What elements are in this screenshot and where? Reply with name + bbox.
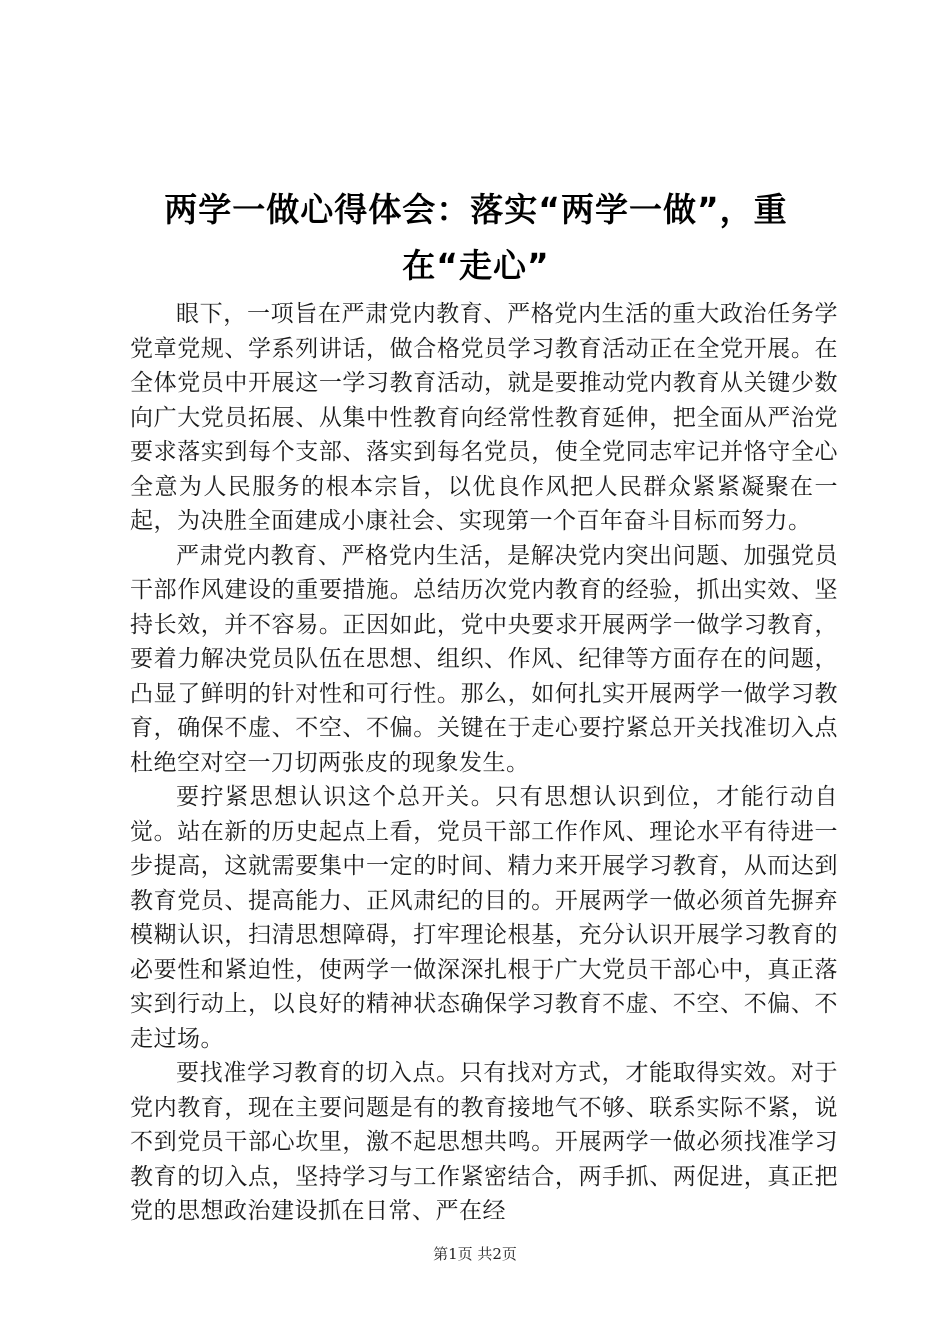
paragraph-1: 眼下，一项旨在严肃党内教育、严格党内生活的重大政治任务学党章党规、学系列讲话，做合格党员学习教育活动正在全党开展。在全体党员中开展这一学习教育活动，就是要推动党内教育从关键少数向广大党员拓展、从集中性教育向经常性教育延伸，把全面从严治党要求落实到每个支部、落实到每名党员，使全党同志牢记并恪守全心全意为人民服务的根本宗旨，以优良作风把人民群众紧紧凝聚在一起，为决胜全面建成小康社会、实现第一个百年奋斗目标而努力。: [130, 301, 838, 534]
paragraph-4: 要找准学习教育的切入点。只有找对方式，才能取得实效。对于党内教育，现在主要问题是有的教育接地气不够、联系实际不紧，说不到党员干部心坎里，激不起思想共鸣。开展两学一做必须找准学习教育的切入点，坚持学习与工作紧密结合，两手抓、两促进，真正把党的思想政治建设抓在日常、严在经: [130, 1060, 838, 1224]
document-title: 两学一做心得体会：落实“两学一做”，重在“走心”: [164, 190, 788, 285]
paragraph-2: 严肃党内教育、严格党内生活，是解决党内突出问题、加强党员干部作风建设的重要措施。总结历次党内教育的经验，抓出实效、坚持长效，并不容易。正因如此，党中央要求开展两学一做学习教育，要着力解决党员队伍在思想、组织、作风、纪律等方面存在的问题，凸显了鲜明的针对性和可行性。那么，如何扎实开展两学一做学习教育，确保不虚、不空、不偏。关键在于走心要拧紧总开关找准切入点杜绝空对空一刀切两张皮的现象发生。: [130, 542, 838, 776]
paragraph-3: 要拧紧思想认识这个总开关。只有思想认识到位，才能行动自觉。站在新的历史起点上看，党员干部工作作风、理论水平有待进一步提高，这就需要集中一定的时间、精力来开展学习教育，从而达到教育党员、提高能力、正风肃纪的目的。开展两学一做必须首先摒弃模糊认识，扫清思想障碍，打牢理论根基，充分认识开展学习教育的必要性和紧迫性，使两学一做深深扎根于广大党员干部心中，真正落实到行动上，以良好的精神状态确保学习教育不虚、不空、不偏、不走过场。: [130, 784, 838, 1052]
page-number-footer: 第1页 共2页: [433, 1245, 517, 1263]
document-body: [130, 297, 838, 1229]
